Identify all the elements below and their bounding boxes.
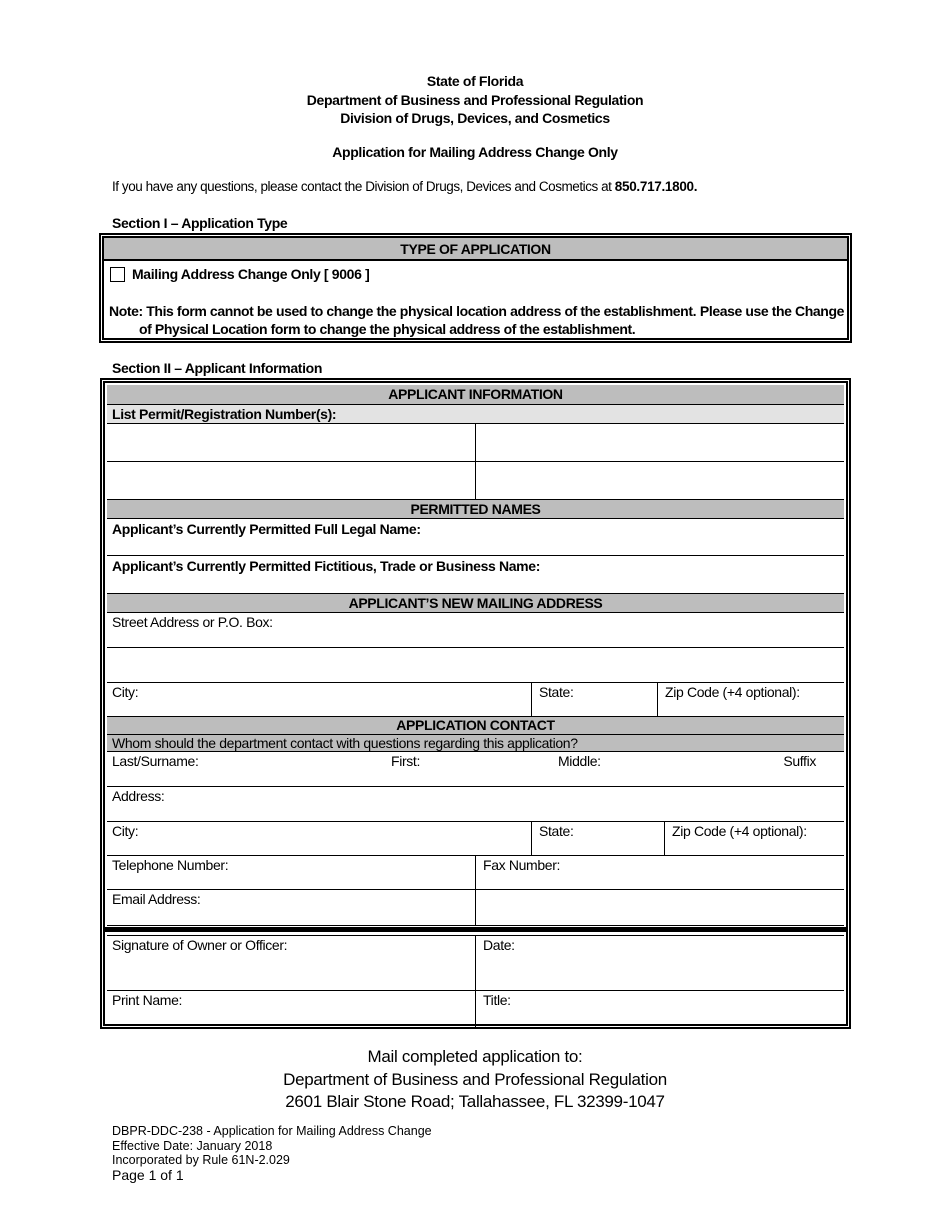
- permitted-names-band: PERMITTED NAMES: [107, 500, 844, 519]
- intro-sentence: If you have any questions, please contact the Division of Drugs, Devices and Cosmetics at: [112, 179, 615, 194]
- mailing-address-change-option[interactable]: [110, 266, 369, 282]
- type-of-application-band: TYPE OF APPLICATION: [104, 238, 847, 261]
- applicant-information-box: [100, 378, 851, 1029]
- street-address-label: Street Address or P.O. Box:: [112, 614, 273, 630]
- form-id: DBPR-DDC-238 - Application for Mailing Address Change: [112, 1124, 432, 1138]
- permit-numbers-row-2: [107, 462, 844, 500]
- street-address-field[interactable]: [107, 613, 844, 648]
- mailing-state-label: State:: [539, 684, 574, 700]
- section-2-label: Section II – Applicant Information: [112, 360, 323, 376]
- mailing-zip-label: Zip Code (+4 optional):: [665, 684, 800, 700]
- department-name: Department of Business and Professional Regulation: [306, 91, 644, 108]
- note-part-2: Please use the Change: [699, 303, 844, 319]
- permit-numbers-header: [107, 405, 844, 424]
- mail-to-block: [0, 1046, 950, 1114]
- signature-separator: [107, 925, 844, 935]
- page-number: Page 1 of 1: [112, 1166, 184, 1183]
- permit-numbers-row-1: [107, 424, 844, 462]
- title-label: Title:: [483, 992, 511, 1008]
- intro-text: [112, 179, 697, 194]
- signature-label: Signature of Owner or Officer:: [112, 937, 288, 953]
- contact-address-label: Address:: [112, 788, 165, 804]
- phone-fax-row: [107, 856, 844, 890]
- telephone-label: Telephone Number:: [112, 857, 229, 873]
- section-1-label: Section I – Application Type: [112, 215, 288, 231]
- print-name-title-row: [107, 991, 844, 1028]
- application-type-box: [99, 233, 852, 343]
- note-line-2: of Physical Location form to change the physical address of the establishment.: [139, 321, 636, 337]
- contact-zip-label: Zip Code (+4 optional):: [672, 823, 807, 839]
- mail-to-line-2: Department of Business and Professional Regulation: [283, 1069, 667, 1089]
- permit-numbers-label: List Permit/Registration Number(s):: [112, 406, 337, 422]
- contact-question: Whom should the department contact with questions regarding this application?: [112, 735, 578, 751]
- effective-date: Effective Date: January 2018: [112, 1138, 273, 1153]
- fictitious-name-label: Applicant’s Currently Permitted Fictitious, Trade or Business Name:: [112, 558, 541, 574]
- date-label: Date:: [483, 937, 515, 953]
- contact-phone: 850.717.1800.: [614, 179, 698, 194]
- email-label: Email Address:: [112, 891, 201, 907]
- fax-label: Fax Number:: [483, 857, 561, 873]
- contact-city-state-zip-row: [107, 822, 844, 856]
- application-title: Application for Mailing Address Change Only: [332, 144, 618, 160]
- mailing-city-label: City:: [112, 684, 139, 700]
- applicant-information-band: APPLICANT INFORMATION: [107, 385, 844, 405]
- street-address-field-line-2[interactable]: [107, 648, 844, 683]
- note-part-1: Note: This form cannot be used to change the physical location address of the establishment.: [109, 303, 697, 319]
- contact-name-row[interactable]: [107, 752, 844, 787]
- note-text: [109, 302, 844, 338]
- contact-address-field[interactable]: [107, 787, 844, 822]
- mailing-city-state-zip-row: [107, 683, 844, 717]
- new-mailing-address-band: APPLICANT’S NEW MAILING ADDRESS: [107, 594, 844, 613]
- form-info: [112, 1124, 432, 1182]
- contact-city-label: City:: [112, 823, 139, 839]
- mail-to-line-1: Mail completed application to:: [367, 1047, 583, 1066]
- contact-question-row: [107, 735, 844, 752]
- contact-state-label: State:: [539, 823, 574, 839]
- email-row: [107, 890, 844, 925]
- mailing-address-change-label: Mailing Address Change Only [ 9006 ]: [132, 266, 370, 282]
- mail-to-line-3: 2601 Blair Stone Road; Tallahassee, FL 32399-1047: [285, 1092, 665, 1111]
- form-header: [0, 72, 950, 128]
- fictitious-name-field[interactable]: [107, 556, 844, 594]
- application-contact-band: APPLICATION CONTACT: [107, 717, 844, 735]
- state-name: State of Florida: [426, 73, 524, 89]
- middle-name-label: Middle:: [558, 753, 601, 769]
- suffix-label: Suffix: [783, 753, 816, 769]
- last-name-label: Last/Surname:: [112, 753, 199, 769]
- signature-date-row: [107, 935, 844, 991]
- rule-reference: Incorporated by Rule 61N-2.029: [112, 1153, 290, 1167]
- first-name-label: First:: [391, 753, 421, 769]
- legal-name-label: Applicant’s Currently Permitted Full Legal Name:: [112, 521, 421, 537]
- legal-name-field[interactable]: [107, 519, 844, 556]
- division-name: Division of Drugs, Devices, and Cosmetics: [340, 110, 610, 126]
- mailing-address-change-checkbox[interactable]: [110, 267, 125, 282]
- print-name-label: Print Name:: [112, 992, 183, 1008]
